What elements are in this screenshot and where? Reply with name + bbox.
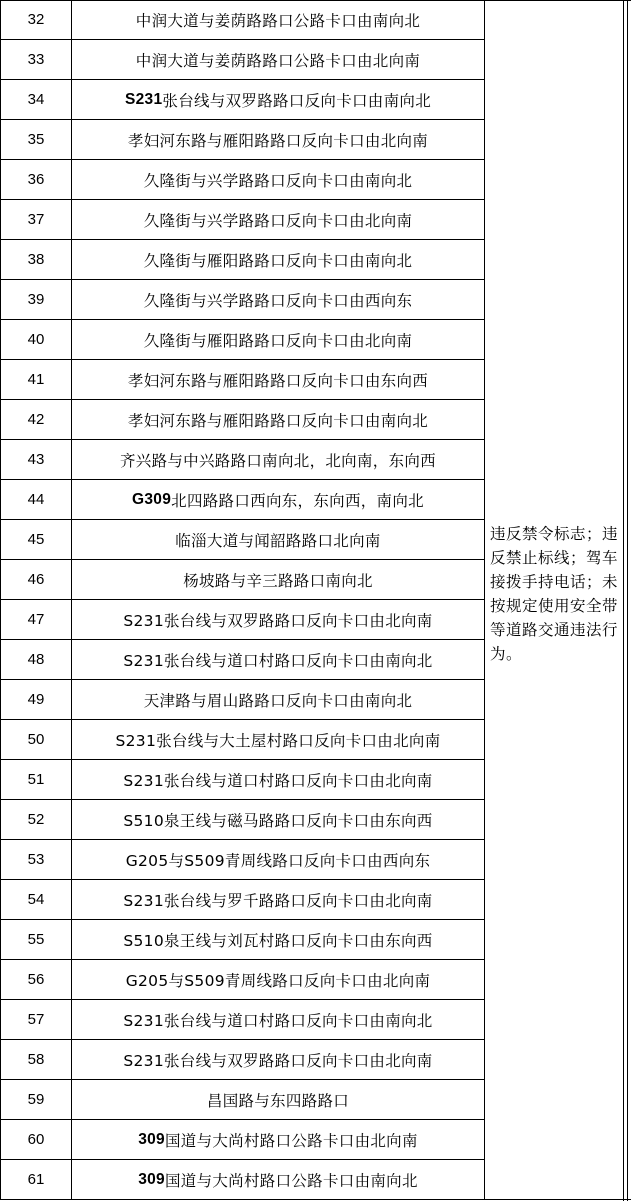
row-number: 39 <box>0 280 72 319</box>
table-row <box>0 760 484 800</box>
location-text: 国道与大尚村路口公路卡口由北向南 <box>164 1131 418 1150</box>
table-row <box>0 920 484 960</box>
row-number: 51 <box>0 760 72 799</box>
table-row <box>0 1160 484 1200</box>
table-row <box>0 320 484 360</box>
location-text: S510泉王线与刘瓦村路口反向卡口由东向西 <box>123 931 433 950</box>
row-number: 45 <box>0 520 72 559</box>
row-number: 32 <box>0 0 72 39</box>
checkpoint-location <box>72 360 484 399</box>
location-text: 临淄大道与闻韶路路口北向南 <box>175 531 381 550</box>
location-text: 北四路路口西向东，东向西，南向北 <box>171 491 424 510</box>
row-number: 57 <box>0 1000 72 1039</box>
row-number: 46 <box>0 560 72 599</box>
row-number: 61 <box>0 1160 72 1199</box>
table-row <box>0 40 484 80</box>
checkpoint-location <box>72 240 484 279</box>
table-row <box>0 720 484 760</box>
checkpoint-location <box>72 520 484 559</box>
location-text: 中润大道与姜荫路路口公路卡口由北向南 <box>135 51 421 70</box>
table-row <box>0 1080 484 1120</box>
table-row <box>0 440 484 480</box>
table-row <box>0 280 484 320</box>
row-number: 59 <box>0 1080 72 1119</box>
checkpoint-location <box>72 960 484 999</box>
table-row <box>0 840 484 880</box>
location-text: 久隆街与兴学路路口反向卡口由西向东 <box>143 291 413 310</box>
table-row <box>0 400 484 440</box>
location-text: 孝妇河东路与雁阳路路口反向卡口由东向西 <box>127 371 429 390</box>
table-row <box>0 1040 484 1080</box>
table-row <box>0 1120 484 1160</box>
table-row <box>0 640 484 680</box>
row-number: 56 <box>0 960 72 999</box>
table-right-border-inner <box>623 0 624 1201</box>
row-number: 36 <box>0 160 72 199</box>
location-text: G205与S509青周线路口反向卡口由西向东 <box>125 851 431 870</box>
location-text: 中润大道与姜荫路路口公路卡口由南向北 <box>135 11 421 30</box>
checkpoint-location <box>72 680 484 719</box>
location-text: S231张台线与大土屋村路口反向卡口由北向南 <box>115 731 441 750</box>
checkpoint-location <box>72 760 484 799</box>
table-row <box>0 600 484 640</box>
row-number: 60 <box>0 1120 72 1159</box>
location-text: S231张台线与道口村路口反向卡口由北向南 <box>123 771 433 790</box>
road-code-prefix: S231 <box>124 90 163 108</box>
road-code-prefix: G309 <box>132 490 172 508</box>
row-number: 38 <box>0 240 72 279</box>
checkpoint-location <box>72 1000 484 1039</box>
road-code-prefix: 309 <box>138 1170 165 1188</box>
location-text: 国道与大尚村路口公路卡口由南向北 <box>164 1171 418 1190</box>
location-text: 久隆街与雁阳路路口反向卡口由南向北 <box>143 251 413 270</box>
row-number: 47 <box>0 600 72 639</box>
checkpoint-location <box>72 600 484 639</box>
row-number: 44 <box>0 480 72 519</box>
location-text: S231张台线与罗千路路口反向卡口由北向南 <box>123 891 433 910</box>
table-bottom-border <box>0 1199 631 1200</box>
checkpoint-location <box>72 1160 484 1199</box>
checkpoint-location <box>72 40 484 79</box>
table-row <box>0 480 484 520</box>
checkpoint-location <box>72 280 484 319</box>
table-row <box>0 120 484 160</box>
checkpoint-location <box>72 920 484 959</box>
row-number: 55 <box>0 920 72 959</box>
table-row <box>0 880 484 920</box>
location-text: 昌国路与东四路路口 <box>206 1091 350 1110</box>
checkpoint-location <box>72 800 484 839</box>
row-number: 50 <box>0 720 72 759</box>
table-right-border-outer <box>627 0 628 1201</box>
table-row <box>0 0 484 40</box>
table-row <box>0 960 484 1000</box>
row-number: 52 <box>0 800 72 839</box>
checkpoint-location <box>72 1040 484 1079</box>
location-text: 张台线与双罗路路口反向卡口由南向北 <box>162 91 431 110</box>
row-number: 53 <box>0 840 72 879</box>
violation-type-text: 违反禁令标志；违反禁止标线；驾车接拨手持电话；未按规定使用安全带等道路交通违法行为。 <box>490 525 619 663</box>
checkpoint-location <box>72 840 484 879</box>
table-row <box>0 240 484 280</box>
location-text: 孝妇河东路与雁阳路路口反向卡口由北向南 <box>127 131 429 150</box>
table-row <box>0 520 484 560</box>
checkpoint-location <box>72 720 484 759</box>
row-number: 34 <box>0 80 72 119</box>
checkpoint-location <box>72 200 484 239</box>
location-text: 久隆街与兴学路路口反向卡口由北向南 <box>143 211 413 230</box>
road-code-prefix: 309 <box>138 1130 165 1148</box>
table-row <box>0 80 484 120</box>
table-row <box>0 560 484 600</box>
location-text: 久隆街与雁阳路路口反向卡口由北向南 <box>143 331 413 350</box>
row-number: 43 <box>0 440 72 479</box>
location-text: 杨坡路与辛三路路口南向北 <box>183 571 373 590</box>
checkpoint-location <box>72 440 484 479</box>
table-row <box>0 360 484 400</box>
table-row <box>0 160 484 200</box>
checkpoint-location <box>72 320 484 359</box>
checkpoint-location <box>72 880 484 919</box>
checkpoint-location <box>72 400 484 439</box>
checkpoint-location <box>72 0 484 39</box>
row-number: 54 <box>0 880 72 919</box>
location-text: 天津路与眉山路路口反向卡口由南向北 <box>143 691 413 710</box>
table-row <box>0 800 484 840</box>
table-row <box>0 680 484 720</box>
location-text: 久隆街与兴学路路口反向卡口由南向北 <box>143 171 413 190</box>
checkpoint-location <box>72 480 484 519</box>
location-text: S231张台线与双罗路路口反向卡口由北向南 <box>123 611 433 630</box>
location-text: S231张台线与道口村路口反向卡口由南向北 <box>123 651 433 670</box>
checkpoint-location <box>72 160 484 199</box>
row-number: 40 <box>0 320 72 359</box>
row-number: 35 <box>0 120 72 159</box>
location-text: S231张台线与双罗路路口反向卡口由北向南 <box>123 1051 433 1070</box>
row-number: 58 <box>0 1040 72 1079</box>
checkpoint-location <box>72 1080 484 1119</box>
row-number: 37 <box>0 200 72 239</box>
checkpoint-location <box>72 560 484 599</box>
location-text: 孝妇河东路与雁阳路路口反向卡口由南向北 <box>127 411 429 430</box>
location-text: 齐兴路与中兴路路口南向北，北向南，东向西 <box>119 451 436 470</box>
table-row <box>0 200 484 240</box>
row-number: 49 <box>0 680 72 719</box>
row-number: 48 <box>0 640 72 679</box>
table-row <box>0 1000 484 1040</box>
row-number: 41 <box>0 360 72 399</box>
checkpoint-location <box>72 80 484 119</box>
location-text: G205与S509青周线路口反向卡口由北向南 <box>125 971 431 990</box>
row-number: 42 <box>0 400 72 439</box>
location-text: S510泉王线与磁马路路口反向卡口由东向西 <box>123 811 433 830</box>
location-text: S231张台线与道口村路口反向卡口由南向北 <box>123 1011 433 1030</box>
row-number: 33 <box>0 40 72 79</box>
checkpoint-location <box>72 1120 484 1159</box>
checkpoint-location <box>72 120 484 159</box>
checkpoint-location <box>72 640 484 679</box>
